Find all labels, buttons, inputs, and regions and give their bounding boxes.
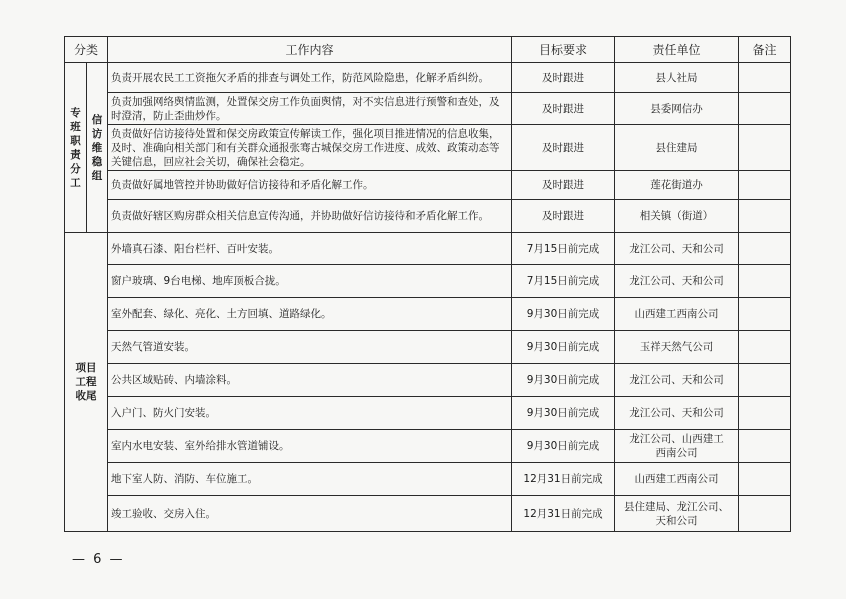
table-row <box>65 331 791 364</box>
row-unit: 莲花街道办 <box>615 171 739 200</box>
row-unit: 龙江公司、天和公司 <box>615 233 739 265</box>
table-row <box>65 125 791 171</box>
row-target: 及时跟进 <box>512 63 615 93</box>
row-target: 及时跟进 <box>512 125 615 171</box>
row-unit: 县委网信办 <box>615 93 739 125</box>
row-remark <box>739 463 791 496</box>
row-target: 7月15日前完成 <box>512 265 615 298</box>
row-target: 9月30日前完成 <box>512 331 615 364</box>
row-remark <box>739 93 791 125</box>
row-unit: 相关镇（街道） <box>615 200 739 233</box>
row-target: 9月30日前完成 <box>512 430 615 463</box>
row-content: 负责做好属地管控并协助做好信访接待和矛盾化解工作。 <box>108 171 512 200</box>
table-row <box>65 496 791 532</box>
table-row <box>65 364 791 397</box>
table-row <box>65 397 791 430</box>
row-target: 9月30日前完成 <box>512 298 615 331</box>
row-target: 12月31日前完成 <box>512 496 615 532</box>
row-remark <box>739 364 791 397</box>
header-target: 目标要求 <box>512 37 615 63</box>
group1-sublabel: 信访维稳组 <box>87 63 108 233</box>
row-remark <box>739 125 791 171</box>
header-remark: 备注 <box>739 37 791 63</box>
row-remark <box>739 331 791 364</box>
table-header-row <box>65 37 791 63</box>
row-unit: 县住建局、龙江公司、天和公司 <box>615 496 739 532</box>
row-unit: 龙江公司、天和公司 <box>615 397 739 430</box>
row-content: 负责做好信访接待处置和保交房政策宣传解读工作，强化项目推进情况的信息收集，及时、准确向相关部门和有关群众通报张骞古城保交房工作进度、成效、政策动态等关键信息，回应社会关切，确保社会稳定。 <box>108 125 512 171</box>
group1-label: 专班职责分工 <box>65 63 87 233</box>
page-number: — 6 — <box>72 552 125 567</box>
table-row <box>65 463 791 496</box>
row-remark <box>739 298 791 331</box>
row-unit: 县人社局 <box>615 63 739 93</box>
table-row <box>65 200 791 233</box>
group2-label: 项目工程收尾 <box>65 233 108 532</box>
row-target: 及时跟进 <box>512 200 615 233</box>
table-row <box>65 93 791 125</box>
header-content: 工作内容 <box>108 37 512 63</box>
row-remark <box>739 171 791 200</box>
row-content: 外墙真石漆、阳台栏杆、百叶安装。 <box>108 233 512 265</box>
row-target: 9月30日前完成 <box>512 364 615 397</box>
row-remark <box>739 430 791 463</box>
row-content: 天然气管道安装。 <box>108 331 512 364</box>
row-unit: 龙江公司、山西建工西南公司 <box>615 430 739 463</box>
row-unit: 县住建局 <box>615 125 739 171</box>
task-table <box>64 36 791 532</box>
row-target: 12月31日前完成 <box>512 463 615 496</box>
row-remark <box>739 265 791 298</box>
table-row <box>65 171 791 200</box>
row-remark <box>739 496 791 532</box>
row-content: 室内水电安装、室外给排水管道铺设。 <box>108 430 512 463</box>
row-content: 竣工验收、交房入住。 <box>108 496 512 532</box>
row-unit: 玉祥天然气公司 <box>615 331 739 364</box>
row-target: 9月30日前完成 <box>512 397 615 430</box>
row-content: 室外配套、绿化、亮化、土方回填、道路绿化。 <box>108 298 512 331</box>
row-target: 7月15日前完成 <box>512 233 615 265</box>
row-unit: 龙江公司、天和公司 <box>615 265 739 298</box>
table-row <box>65 233 791 265</box>
row-content: 负责做好辖区购房群众相关信息宣传沟通，并协助做好信访接待和矛盾化解工作。 <box>108 200 512 233</box>
row-content: 地下室人防、消防、车位施工。 <box>108 463 512 496</box>
header-category: 分类 <box>65 37 108 63</box>
row-target: 及时跟进 <box>512 93 615 125</box>
row-unit: 山西建工西南公司 <box>615 298 739 331</box>
row-unit: 山西建工西南公司 <box>615 463 739 496</box>
row-content: 公共区域贴砖、内墙涂料。 <box>108 364 512 397</box>
row-remark <box>739 233 791 265</box>
row-remark <box>739 397 791 430</box>
row-unit: 龙江公司、天和公司 <box>615 364 739 397</box>
header-unit: 责任单位 <box>615 37 739 63</box>
row-content: 负责开展农民工工资拖欠矛盾的排查与调处工作，防范风险隐患，化解矛盾纠纷。 <box>108 63 512 93</box>
row-content: 负责加强网络舆情监测，处置保交房工作负面舆情，对不实信息进行预警和查处，及时澄清，防止歪曲炒作。 <box>108 93 512 125</box>
row-target: 及时跟进 <box>512 171 615 200</box>
row-content: 窗户玻璃、9台电梯、地库顶板合拢。 <box>108 265 512 298</box>
row-remark <box>739 63 791 93</box>
table-row <box>65 298 791 331</box>
table-row <box>65 430 791 463</box>
table-row <box>65 265 791 298</box>
row-remark <box>739 200 791 233</box>
row-content: 入户门、防火门安装。 <box>108 397 512 430</box>
table-row <box>65 63 791 93</box>
